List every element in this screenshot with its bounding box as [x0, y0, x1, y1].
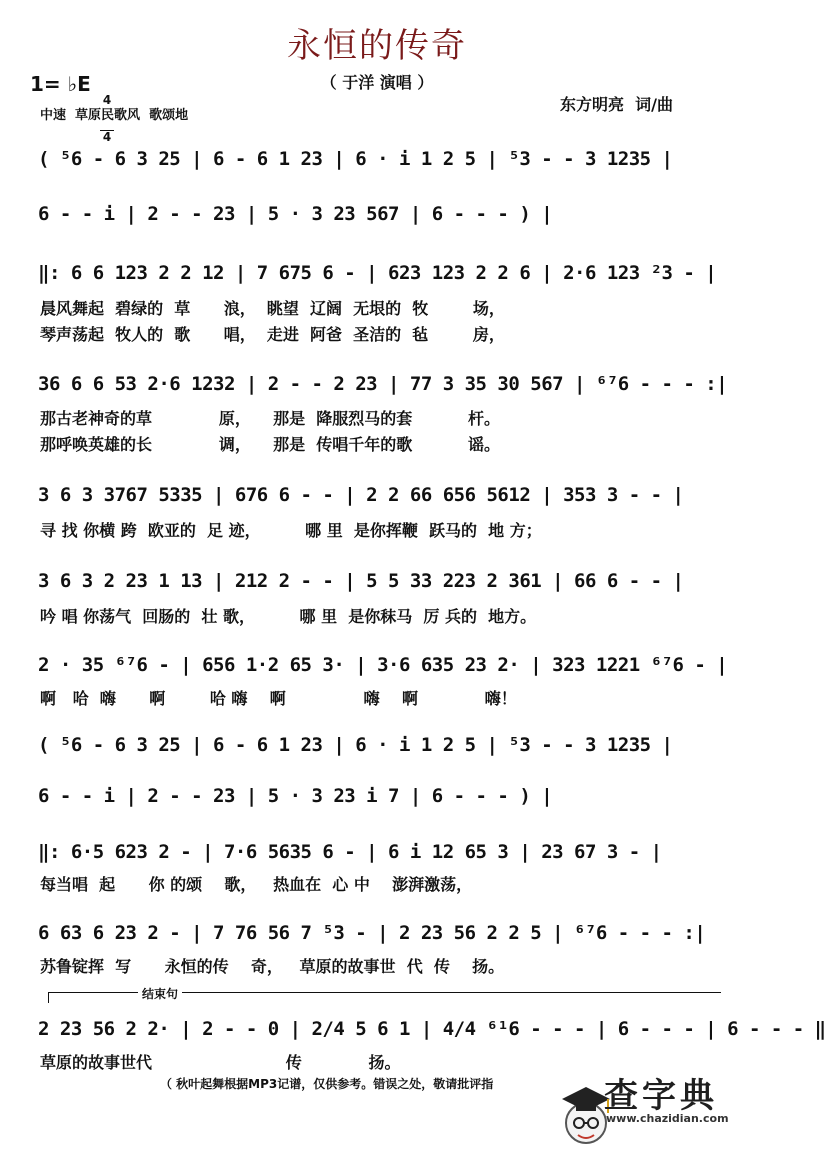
notation-line: 6 - - i | 2 - - 23 | 5 · 3 23 567 | 6 - - - ) |: [38, 203, 553, 225]
notation-line: 3 6 3 3767 5335 | 676 6 - - | 2 2 66 656 5612 | 353 3 - - |: [38, 484, 684, 506]
transcription-note: （ 秋叶起舞根据MP3记谱，仅供参考。错误之处，敬请批评指: [160, 1077, 494, 1091]
lyric-line: 草原的故事世代 传 扬。: [40, 1053, 401, 1072]
time-signature-bottom: 4: [100, 130, 114, 143]
lyric-line: 晨风舞起 碧绿的 草 浪， 眺望 辽阔 无垠的 牧 场，: [40, 299, 505, 318]
notation-line: ( ⁵6 - 6 3 25 | 6 - 6 1 23 | 6 · i 1 2 5 | ⁵3 - - 3 1235 |: [38, 734, 673, 756]
tempo-marking: 中速 草原民歌风 歌颂地: [40, 108, 189, 123]
lyric-line: 琴声荡起 牧人的 歌 唱， 走进 阿爸 圣洁的 毡 房，: [40, 325, 505, 344]
notation-line: ( ⁵6 - 6 3 25 | 6 - 6 1 23 | 6 · i 1 2 5 | ⁵3 - - 3 1235 |: [38, 148, 673, 170]
notation-line: 3 6 3 2 23 1 13 | 212 2 - - | 5 5 33 223 2 361 | 66 6 - - |: [38, 570, 684, 592]
lyric-line: 每当唱 起 你 的颂 歌， 热血在 心 中 澎湃激荡，: [40, 875, 473, 894]
logo-text: 查字典: [604, 1076, 718, 1116]
notation-line: 6 63 6 23 2 - | 7 76 56 7 ⁵3 - | 2 23 56 2 2 5 | ⁶⁷6 - - - :|: [38, 922, 706, 944]
logo-url: www.chazidian.com: [606, 1112, 729, 1125]
notation-line: 36 6 6 53 2·6 1232 | 2 - - 2 23 | 77 3 35 30 567 | ⁶⁷6 - - - :|: [38, 373, 728, 395]
song-title: 永恒的传奇: [287, 26, 467, 66]
lyric-line: 啊 哈 嗨 啊 哈 嗨 啊 嗨 啊 嗨！: [40, 689, 517, 708]
lyric-line: 那呼唤英雄的长 调， 那是 传唱千年的歌 谣。: [40, 435, 500, 454]
lyric-line: 寻 找 你横 跨 欧亚的 足 迹， 哪 里 是你挥鞭 跃马的 地 方；: [40, 521, 542, 540]
time-signature-top: 4: [102, 93, 112, 107]
lyricist-composer: 东方明亮 词/曲: [560, 95, 673, 114]
notation-line: ‖: 6·5 623 2 - | 7·6 5635 6 - | 6 i 12 65 3 | 23 67 3 - |: [38, 841, 662, 863]
singer-credit: （ 于洋 演唱 ）: [320, 73, 434, 92]
lyric-line: 吟 唱 你荡气 回肠的 壮 歌， 哪 里 是你秣马 厉 兵的 地方。: [40, 607, 537, 626]
notation-line: 2 23 56 2 2· | 2 - - 0 | 2/4 5 6 1 | 4/4 ⁶¹6 - - - | 6 - - - | 6 - - - ‖: [38, 1018, 826, 1040]
lyric-line: 那古老神奇的草 原， 那是 降服烈马的套 杆。: [40, 409, 500, 428]
key-signature: 1= ♭E: [30, 72, 91, 96]
lyric-line: 苏鲁锭挥 写 永恒的传 奇， 草原的故事世 代 传 扬。: [40, 957, 505, 976]
notation-line: ‖: 6 6 123 2 2 12 | 7 675 6 - | 623 123 2 2 6 | 2·6 123 ²3 - |: [38, 262, 717, 284]
notation-line: 6 - - i | 2 - - 23 | 5 · 3 23 i 7 | 6 - - - ) |: [38, 785, 553, 807]
notation-line: 2 · 35 ⁶⁷6 - | 656 1·2 65 3· | 3·6 635 23 2· | 323 1221 ⁶⁷6 - |: [38, 654, 728, 676]
ending-label: 结束句: [138, 985, 182, 1002]
